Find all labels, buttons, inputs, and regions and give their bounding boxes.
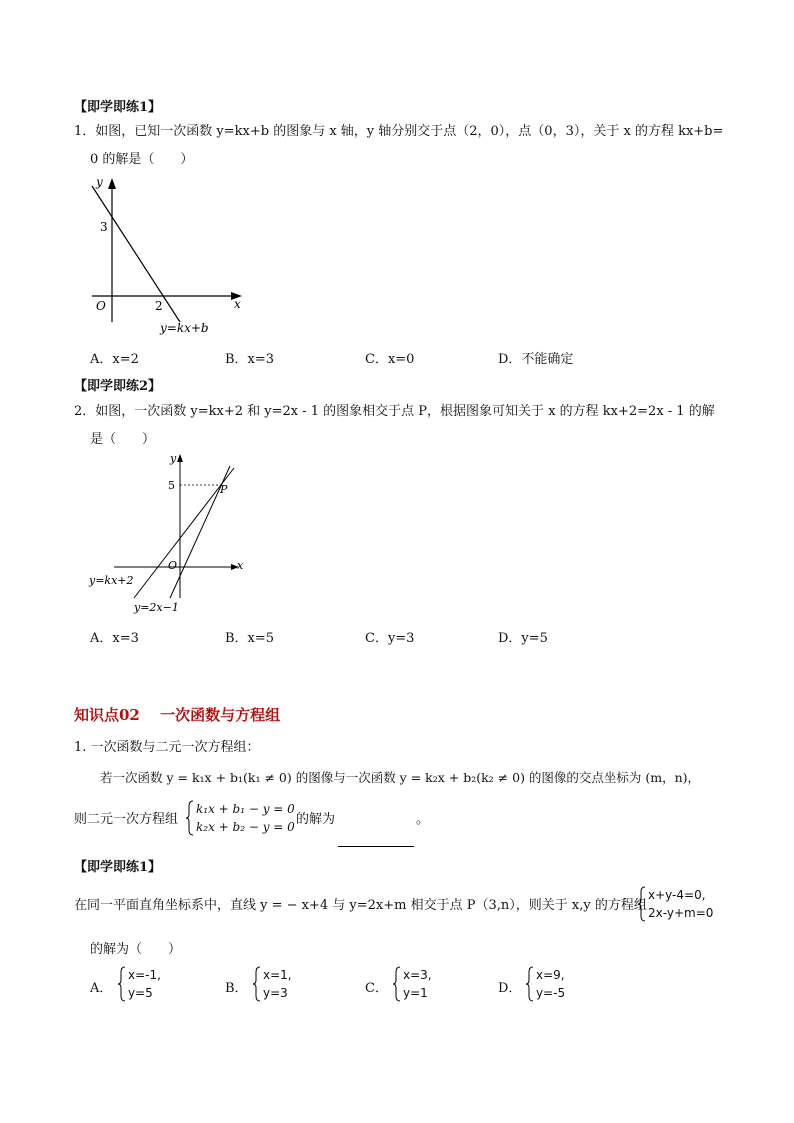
knowledge-eq-2: k₂x + b₂ − y = 0 (196, 820, 295, 834)
graph-2-y-arrow (177, 454, 183, 462)
question-1-line-1: 1．如图，已知一次函数 y=kx+b 的图象与 x 轴，y 轴分别交于点（2，0），点（0，3），关于 x 的方程 kx+b= (74, 124, 724, 139)
practice-tag-2: 【即学即练2】 (74, 379, 162, 394)
knowledge-line-2: 若一次函数 y = k₁x + b₁(k₁ ≠ 0) 的图像与一次函数 y = k₂x + b₂(k₂ ≠ 0) 的图像的交点坐标为 (m，n)， (100, 770, 701, 785)
section-title: 知识点02 一次函数与方程组 (74, 706, 281, 724)
brace-icon (186, 800, 194, 836)
graph-1-y-arrow (108, 178, 116, 189)
option-2a[interactable]: A．x=3 (90, 631, 139, 646)
option-2b[interactable]: B．x=5 (225, 631, 275, 646)
option-label: D． (498, 981, 522, 996)
option-row-2: y=1 (403, 986, 428, 1000)
option-system (118, 966, 161, 1002)
option-row-1: x=3, (403, 968, 432, 982)
graph-2 (84, 448, 264, 620)
option-row-2: y=-5 (536, 986, 566, 1000)
question-2-line-2: 是（ ） (90, 432, 156, 447)
knowledge-line-1: 1. 一次函数与二元一次方程组： (74, 740, 260, 755)
graph-2-x-label: x (237, 559, 244, 572)
practice-tag-3: 【即学即练1】 (74, 860, 162, 875)
graph-1-line-label: y=kx+b (160, 321, 209, 335)
option-1d[interactable]: D．不能确定 (498, 352, 574, 367)
question-3-line-2: 的解为（ ） (90, 942, 182, 957)
option-1a[interactable]: A．x=2 (90, 352, 139, 367)
option-row-1: x=9, (536, 968, 565, 982)
graph-2-origin: O (168, 559, 178, 572)
graph-2-point-label: P (220, 483, 228, 496)
answer-blank[interactable] (338, 846, 414, 847)
graph-2-y-label: y (170, 452, 177, 465)
option-1b[interactable]: B．x=3 (225, 352, 275, 367)
knowledge-end: 。 (416, 812, 430, 827)
brace-icon (118, 966, 126, 1002)
option-label: A． (90, 981, 113, 996)
graph-1-y-tick: 3 (100, 220, 108, 234)
option-2d[interactable]: D．y=5 (498, 631, 548, 646)
question-3-system (638, 886, 713, 922)
option-row-1: x=1, (263, 968, 292, 982)
question-3-eq-1: x+y-4=0, (648, 888, 706, 902)
knowledge-prefix: 则二元一次方程组 (74, 812, 179, 827)
option-1c[interactable]: C．x=0 (365, 352, 415, 367)
option-system (253, 966, 292, 1002)
graph-1 (84, 172, 254, 344)
graph-1-origin: O (96, 299, 106, 313)
option-row-1: x=-1, (128, 968, 161, 982)
graph-2-line1-label: y=kx+2 (89, 574, 134, 587)
question-1-line-2: 0 的解是（ ） (90, 152, 194, 167)
graph-2-line2-label: y=2x−1 (134, 601, 179, 614)
option-system (393, 966, 432, 1002)
option-system (526, 966, 565, 1002)
knowledge-system (186, 800, 295, 836)
graph-1-x-label: x (234, 297, 241, 311)
graph-2-line-kx2 (134, 468, 234, 598)
practice-tag-1: 【即学即练1】 (74, 100, 162, 115)
knowledge-eq-1: k₁x + b₁ − y = 0 (196, 802, 295, 816)
graph-1-x-tick: 2 (155, 299, 163, 313)
option-label: C． (365, 981, 388, 996)
question-2-line-1: 2．如图，一次函数 y=kx+2 和 y=2x - 1 的图象相交于点 P，根据图象可知关于 x 的方程 kx+2=2x - 1 的解 (74, 404, 715, 419)
brace-icon (253, 966, 261, 1002)
option-row-2: y=5 (128, 986, 153, 1000)
brace-icon (638, 886, 646, 922)
option-2c[interactable]: C．y=3 (365, 631, 415, 646)
question-3-eq-2: 2x-y+m=0 (648, 906, 714, 920)
option-label: B． (225, 981, 248, 996)
graph-2-y-tick: 5 (168, 479, 175, 492)
graph-1-y-label: y (96, 175, 103, 189)
brace-icon (393, 966, 401, 1002)
knowledge-suffix: 的解为 (296, 812, 336, 827)
question-3-line-1: 在同一平面直角坐标系中，直线 y = − x+4 与 y=2x+m 相交于点 P（3,n），则关于 x,y 的方程组 (74, 898, 647, 913)
option-row-2: y=3 (263, 986, 288, 1000)
brace-icon (526, 966, 534, 1002)
